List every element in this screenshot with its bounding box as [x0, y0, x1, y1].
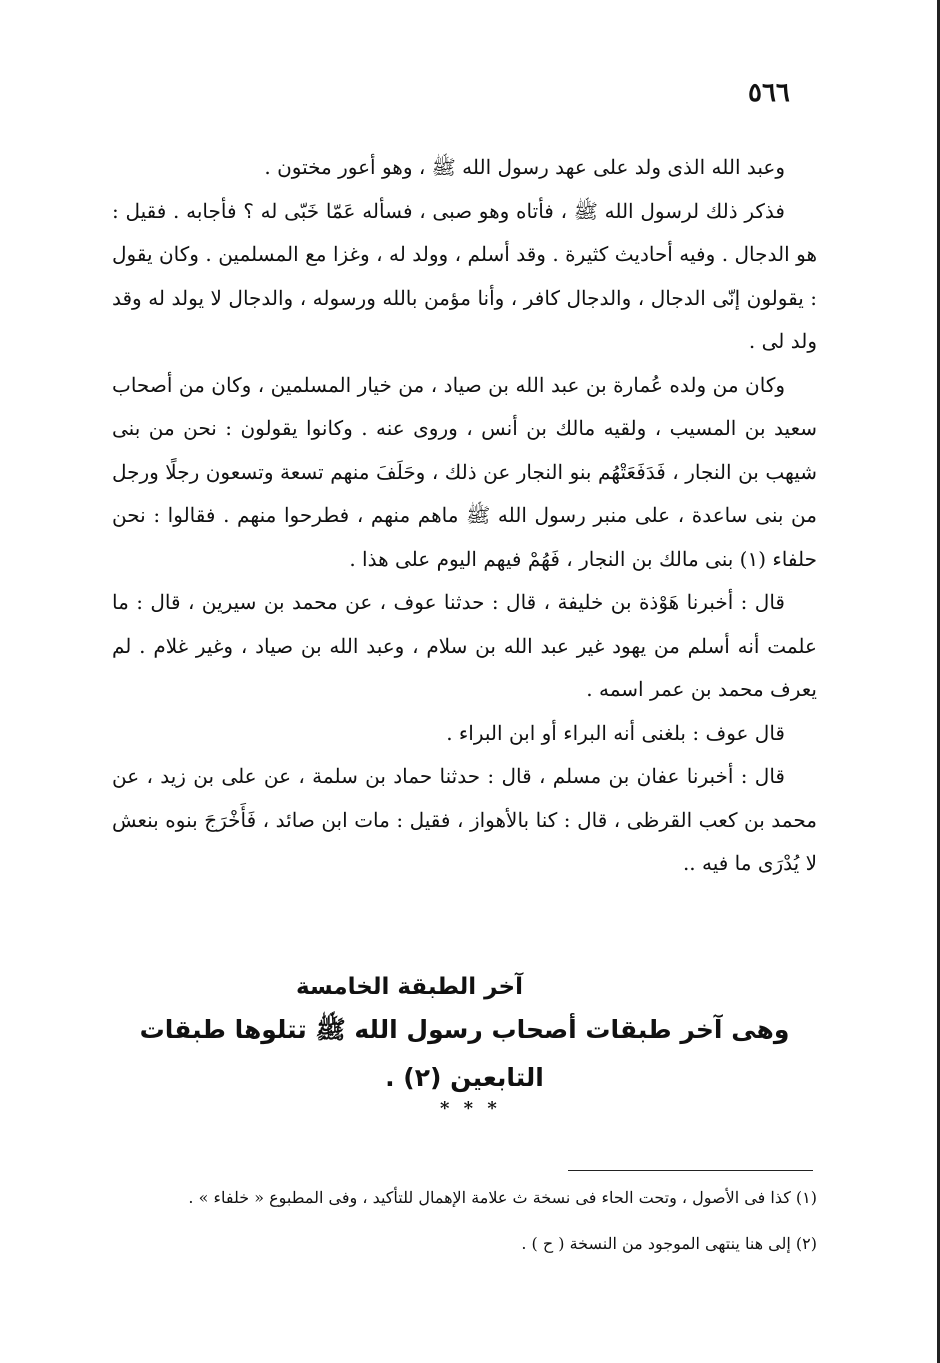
section-title: آخر الطبقة الخامسة: [296, 974, 523, 1000]
paragraph: فذكر ذلك لرسول الله ﷺ ، فأتاه وهو صبى ، فسأله عَمّا خَبّى له ؟ فأجابه . فقيل : هو الدجال . وفيه أحاديث كثيرة . وقد أسلم ، وولد له ، وغزا مع المسلمين . وكان يقول : يقولون إنّى الدجال ، والدجال كافر ، وأنا مؤمن بالله ورسوله ، والدجال لا يولد له وقد ولد لى .: [112, 198, 817, 353]
footnote: (١) كذا فى الأصول ، وتحت الحاء فى نسخة ث علامة الإهمال للتأكيد ، وفى المطبوع « خلفاء » .: [188, 1188, 817, 1207]
paragraph: قال : أخبرنا هَوْذة بن خليفة ، قال : حدثنا عوف ، عن محمد بن سيرين ، قال : ما علمت أنه أسلم من يهود غير عبد الله بن سلام ، وعبد الله بن صياد ، وغير غلام . لم يعرف محمد بن عمر اسمه .: [112, 590, 817, 701]
paragraph: وعبد الله الذى ولد على عهد رسول الله ﷺ ، وهو أعور مختون .: [264, 155, 785, 179]
footnote-divider: [568, 1170, 813, 1171]
section-heading: [112, 968, 817, 1102]
paragraph: قال عوف : بلغنى أنه البراء أو ابن البراء .: [446, 720, 785, 745]
page-number: ٥٦٦: [748, 78, 790, 108]
paragraph: قال : أخبرنا عفان بن مسلم ، قال : حدثنا حماد بن سلمة ، عن على بن زيد ، عن محمد بن كعب القرظى ، قال : كنا بالأهواز ، فقيل : مات ابن صائد ، فَأَخْرَجَ بنوه بنعش لا يُدْرَى ما فيه ..: [112, 764, 817, 875]
body-text: [112, 146, 817, 886]
footnotes: [112, 1180, 817, 1272]
footnote: (٢) إلى هنا ينتهى الموجود من النسخة ( ح ) .: [521, 1234, 817, 1253]
section-subtitle: وهى آخر طبقات أصحاب رسول الله ﷺ تتلوها طبقات التابعين (٢) .: [139, 1015, 790, 1092]
section-separator: * * *: [440, 1098, 501, 1119]
paragraph: وكان من ولده عُمارة بن عبد الله بن صياد ، من خيار المسلمين ، وكان من أصحاب سعيد بن المسيب ، ولقيه مالك بن أنس ، وروى عنه . وكانوا يقولون : نحن من بنى شيهب بن النجار ، فَدَفَعَتْهُم بنو النجار عن ذلك ، وحَلَفَ منهم تسعة وتسعون رجلًا ورجل من بنى ساعدة ، على منبر رسول الله ﷺ ماهم منهم ، فطرحوا منهم . فقالوا : نحن حلفاء (١) بنى مالك بن النجار ، فَهُمْ فيهم اليوم على هذا .: [112, 372, 817, 571]
